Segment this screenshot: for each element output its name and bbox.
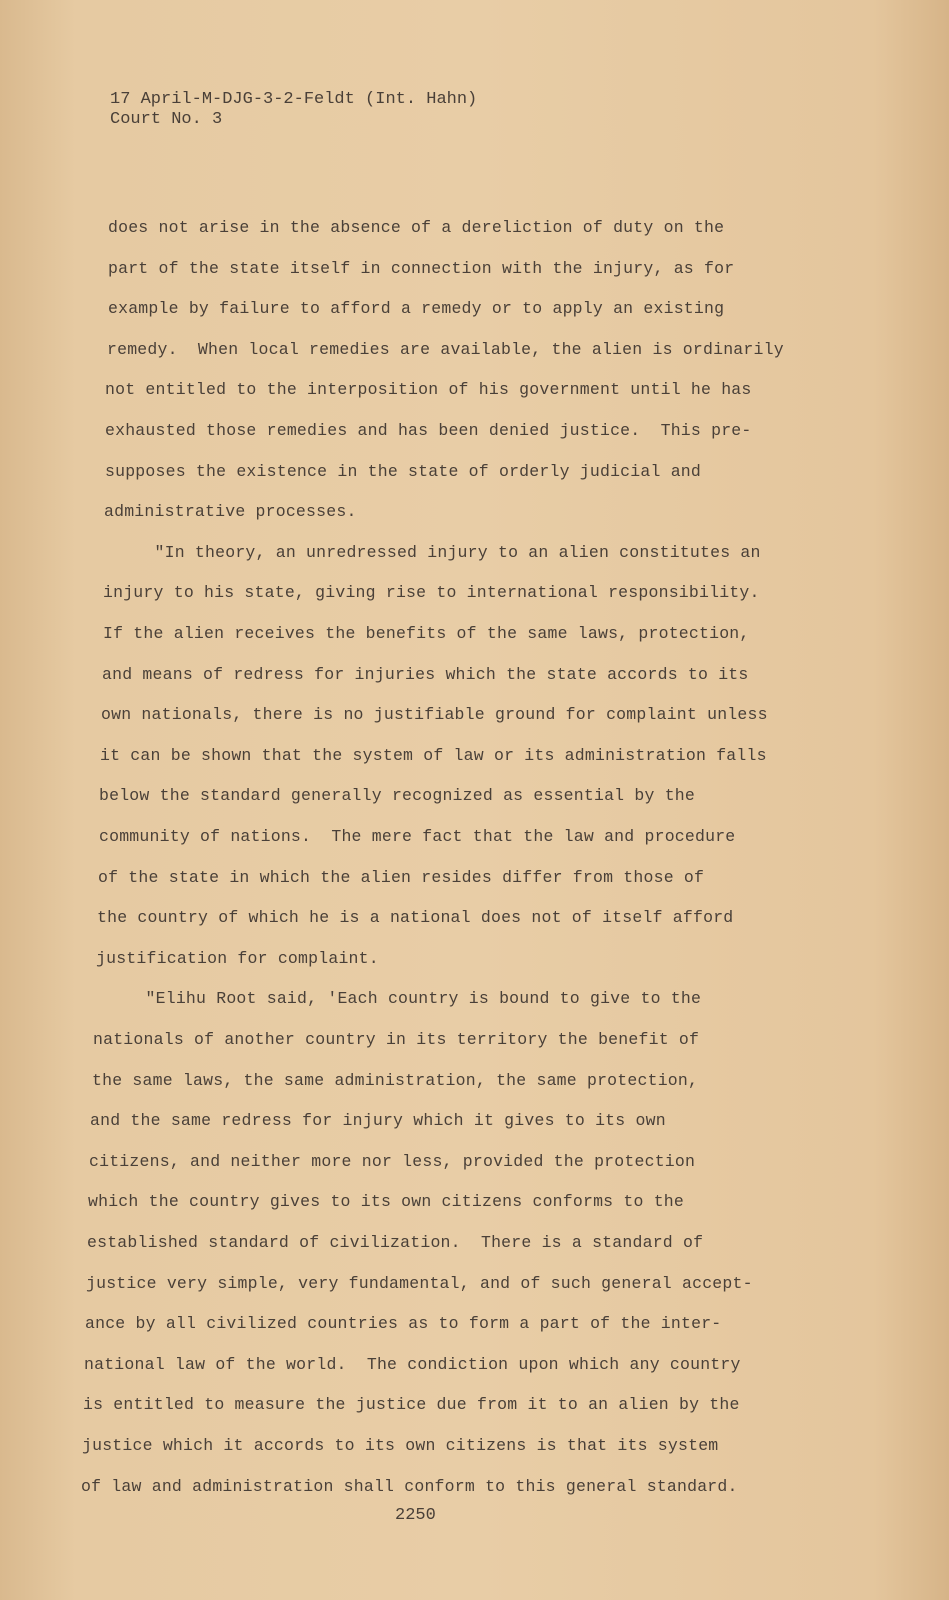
text-line: If the alien receives the benefits of the same laws, protection, — [103, 624, 750, 643]
text-line: citizens, and neither more nor less, provided the protection — [89, 1151, 696, 1171]
text-line: justice which it accords to its own citizens is that its system — [82, 1436, 719, 1455]
text-line: supposes the existence in the state of orderly judicial and — [105, 461, 701, 481]
text-line: own nationals, there is no justifiable ground for complaint unless — [101, 705, 768, 725]
text-line: justice very simple, very fundamental, and of such general accept- — [86, 1273, 753, 1293]
text-line: established standard of civilization. There is a standard of — [87, 1233, 704, 1252]
text-line: injury to his state, giving rise to international responsibility. — [103, 583, 760, 603]
text-line: is entitled to measure the justice due from it to an alien by the — [83, 1395, 740, 1415]
text-line: example by failure to afford a remedy or to apply an existing — [108, 299, 725, 319]
text-line: and means of redress for injuries which the state accords to its — [102, 664, 749, 684]
text-line: ance by all civilized countries as to form a part of the inter- — [85, 1314, 722, 1334]
text-line: not entitled to the interposition of his government until he has — [105, 380, 752, 400]
text-line: of law and administration shall conform to this general standard. — [81, 1476, 738, 1496]
text-line: below the standard generally recognized as essential by the — [99, 786, 695, 806]
text-line: part of the state itself in connection with the injury, as for — [108, 258, 735, 278]
text-line: nationals of another country in its territory the benefit of — [93, 1030, 700, 1049]
text-line: community of nations. The mere fact that the law and procedure — [99, 827, 736, 846]
page-number: 2250 — [395, 1506, 436, 1525]
text-line: of the state in which the alien resides differ from those of — [98, 867, 705, 887]
text-line: which the country gives to its own citizens conforms to the — [88, 1192, 684, 1212]
text-line: it can be shown that the system of law or its administration falls — [100, 745, 767, 765]
text-line: the country of which he is a national does not of itself afford — [97, 908, 734, 928]
text-line: administrative processes. — [104, 502, 357, 522]
text-line: national law of the world. The condiction upon which any country — [84, 1354, 741, 1374]
text-line: remedy. When local remedies are available, the alien is ordinarily — [107, 339, 784, 359]
header-line-2: Court No. 3 — [110, 110, 223, 129]
text-line: exhausted those remedies and has been denied justice. This pre- — [105, 421, 752, 440]
text-line: does not arise in the absence of a dereliction of duty on the — [108, 218, 725, 237]
header-line-1: 17 April-M-DJG-3-2-Feldt (Int. Hahn) — [110, 90, 478, 109]
text-line: "Elihu Root said, 'Each country is bound to give to the — [95, 989, 702, 1009]
text-line: justification for complaint. — [96, 948, 379, 968]
text-line: "In theory, an unredressed injury to an alien constitutes an — [104, 542, 761, 562]
text-line: the same laws, the same administration, the same protection, — [92, 1070, 699, 1090]
text-line: and the same redress for injury which it gives to its own — [90, 1111, 666, 1131]
